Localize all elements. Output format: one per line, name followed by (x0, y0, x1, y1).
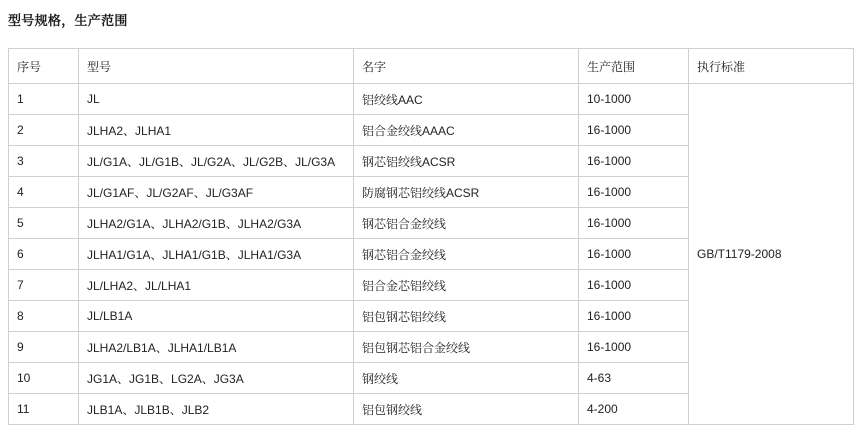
cell-name: 铝绞线AAC (354, 84, 579, 115)
cell-index: 2 (9, 115, 79, 146)
cell-index: 6 (9, 239, 79, 270)
cell-model: JLHA2/G1A、JLHA2/G1B、JLHA2/G3A (79, 208, 354, 239)
cell-name: 铝包钢绞线 (354, 394, 579, 425)
cell-model: JL/G1AF、JL/G2AF、JL/G3AF (79, 177, 354, 208)
cell-name: 防腐钢芯铝绞线ACSR (354, 177, 579, 208)
cell-model: JL/LB1A (79, 301, 354, 332)
table-header (9, 49, 854, 84)
cell-index: 5 (9, 208, 79, 239)
spec-table (8, 48, 854, 425)
cell-name: 铝合金芯铝绞线 (354, 270, 579, 301)
cell-index: 11 (9, 394, 79, 425)
cell-range: 4-200 (579, 394, 689, 425)
cell-range: 16-1000 (579, 239, 689, 270)
cell-model: JLHA1/G1A、JLHA1/G1B、JLHA1/G3A (79, 239, 354, 270)
column-header-model: 型号 (79, 49, 354, 84)
cell-name: 钢绞线 (354, 363, 579, 394)
cell-model: JL (79, 84, 354, 115)
cell-model: JL/G1A、JL/G1B、JL/G2A、JL/G2B、JL/G3A (79, 146, 354, 177)
cell-name: 铝包钢芯铝绞线 (354, 301, 579, 332)
cell-standard: GB/T1179-2008 (689, 84, 854, 425)
cell-range: 16-1000 (579, 301, 689, 332)
cell-range: 10-1000 (579, 84, 689, 115)
page-title: 型号规格，生产范围 (8, 13, 128, 28)
cell-model: JL/LHA2、JL/LHA1 (79, 270, 354, 301)
column-header-range: 生产范围 (579, 49, 689, 84)
cell-range: 4-63 (579, 363, 689, 394)
cell-model: JLHA2/LB1A、JLHA1/LB1A (79, 332, 354, 363)
cell-model: JG1A、JG1B、LG2A、JG3A (79, 363, 354, 394)
table-row (9, 84, 854, 115)
cell-index: 10 (9, 363, 79, 394)
column-header-index: 序号 (9, 49, 79, 84)
cell-range: 16-1000 (579, 146, 689, 177)
cell-range: 16-1000 (579, 332, 689, 363)
cell-name: 铝合金绞线AAAC (354, 115, 579, 146)
column-header-standard: 执行标准 (689, 49, 854, 84)
spec-table-container (8, 48, 853, 425)
cell-index: 1 (9, 84, 79, 115)
cell-range: 16-1000 (579, 270, 689, 301)
table-header-row (9, 49, 854, 84)
cell-name: 钢芯铝合金绞线 (354, 239, 579, 270)
cell-index: 7 (9, 270, 79, 301)
cell-name: 钢芯铝合金绞线 (354, 208, 579, 239)
cell-index: 3 (9, 146, 79, 177)
cell-index: 4 (9, 177, 79, 208)
cell-index: 8 (9, 301, 79, 332)
column-header-name: 名字 (354, 49, 579, 84)
table-body (9, 84, 854, 425)
cell-range: 16-1000 (579, 115, 689, 146)
cell-name: 钢芯铝绞线ACSR (354, 146, 579, 177)
cell-index: 9 (9, 332, 79, 363)
cell-range: 16-1000 (579, 208, 689, 239)
cell-model: JLHA2、JLHA1 (79, 115, 354, 146)
cell-model: JLB1A、JLB1B、JLB2 (79, 394, 354, 425)
cell-range: 16-1000 (579, 177, 689, 208)
cell-name: 铝包钢芯铝合金绞线 (354, 332, 579, 363)
